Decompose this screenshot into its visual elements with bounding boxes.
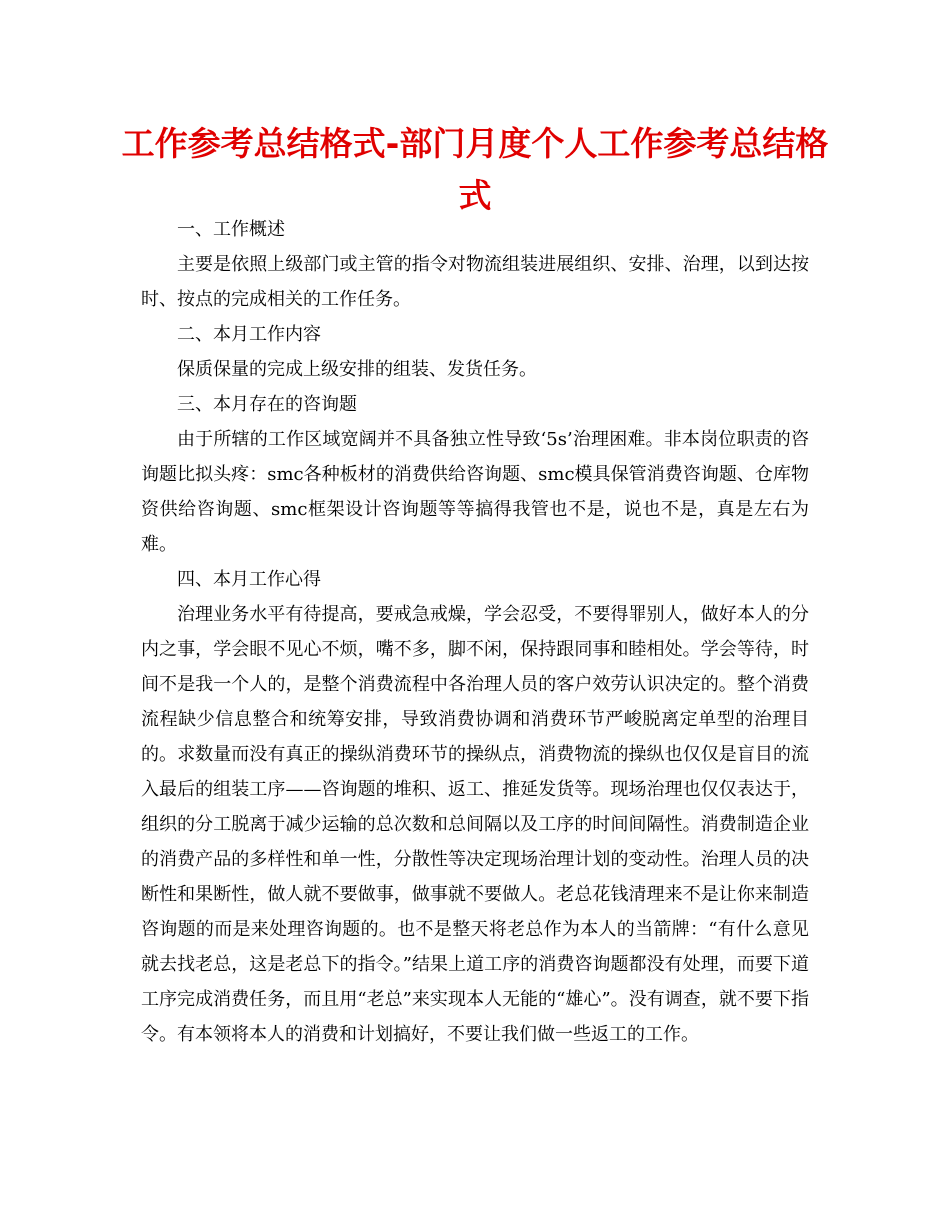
paragraph-overview: 主要是依照上级部门或主管的指令对物流组装进展组织、安排、治理，以到达按时、按点的完成相关的工作任务。 xyxy=(141,254,809,310)
paragraph-insights: 治理业务水平有待提高，要戒急戒燥，学会忍受，不要得罪别人，做好本人的分内之事，学会眼不见心不烦，嘴不多，脚不闲，保持跟同事和睦相处。学会等待，时间不是我一个人的，是整个消费流程中各治理人员的客户效劳认识决定的。整个消费流程缺少信息整合和统筹安排，导致消费协调和消费环节严峻脱离定单型的治理目的。求数量而没有真正的操纵消费环节的操纵点，消费物流的操纵也仅仅是盲目的流入最后的组装工序——咨询题的堆积、返工、推延发货等。现场治理也仅仅表达于，组织的分工脱离于减少运输的总次数和总间隔以及工序的时间间隔性。消费制造企业的消费产品的多样性和单一性，分散性等决定现场治理计划的变动性。治理人员的决断性和果断性，做人就不要做事，做事就不要做人。老总花钱清理来不是让你来制造咨询题的而是来处理咨询题的。也不是整天将老总作为本人的当箭牌：“有什么意见就去找老总，这是老总下的指令。”结果上道工序的消费咨询题都没有处理，而要下道工序完成消费任务，而且用“老总”来实现本人无能的“雄心”。没有调查，就不要下指令。有本领将本人的消费和计划搞好，不要让我们做一些返工的工作。 xyxy=(141,604,809,1045)
document-title: 工作参考总结格式-部门月度个人工作参考总结格式 xyxy=(121,124,829,215)
paragraph-problems: 由于所辖的工作区域宽阔并不具备独立性导致‘5s’治理困难。非本岗位职责的咨询题比拟头疼：smc各种板材的消费供给咨询题、smc模具保管消费咨询题、仓库物资供给咨询题、smc框架设计咨询题等等搞得我管也不是，说也不是，真是左右为难。 xyxy=(141,429,809,555)
paragraph-content: 保质保量的完成上级安排的组装、发货任务。 xyxy=(177,359,537,380)
section-heading-overview: 一、工作概述 xyxy=(177,219,285,240)
section-heading-content: 二、本月工作内容 xyxy=(177,324,321,345)
section-heading-insights: 四、本月工作心得 xyxy=(177,569,321,590)
document-body xyxy=(141,212,809,1052)
section-heading-problems: 三、本月存在的咨询题 xyxy=(177,394,357,415)
